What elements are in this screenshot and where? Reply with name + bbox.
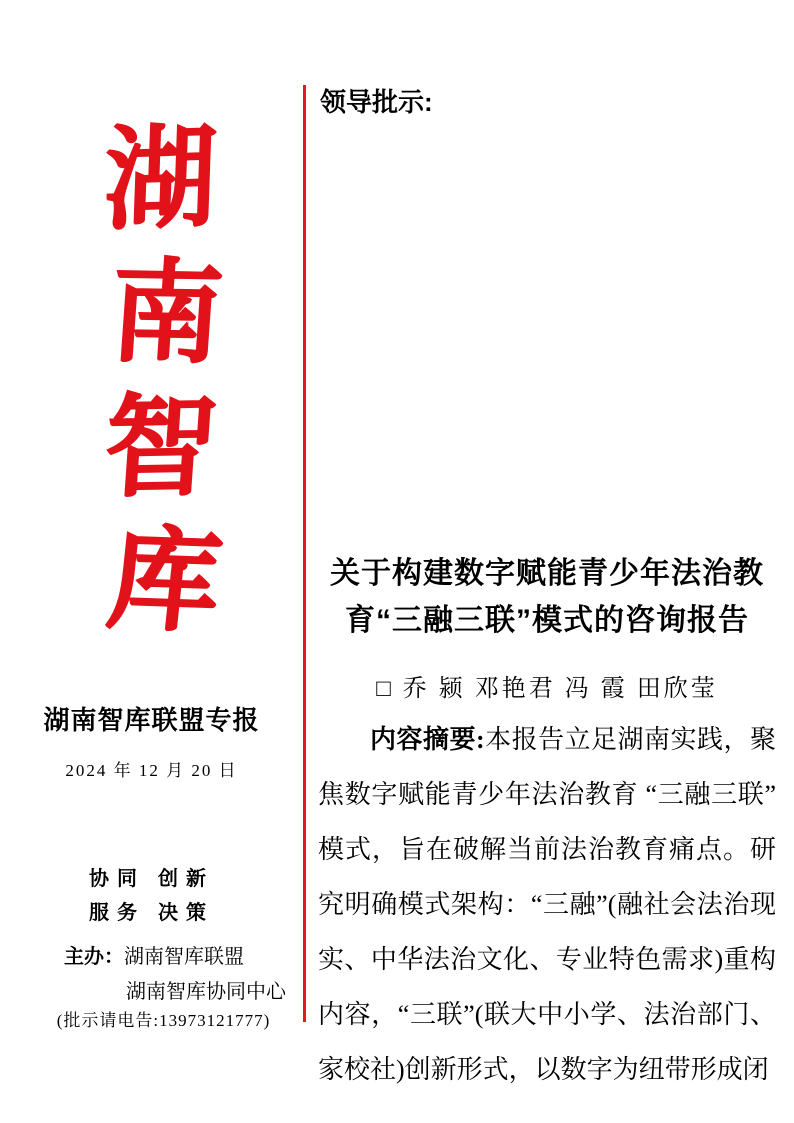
- column-divider-line: [303, 85, 306, 1022]
- report-title-line-2: 育“三融三联”模式的咨询报告: [345, 604, 749, 637]
- content-column: [318, 0, 776, 1123]
- authors-line: □ 乔 颍 邓艳君 冯 霞 田欣莹: [376, 676, 718, 702]
- abstract-label: 内容摘要:: [370, 725, 485, 754]
- calligraphy-char-ku: 库: [101, 513, 227, 649]
- report-title: [318, 550, 776, 644]
- sponsor-block: [64, 940, 303, 1010]
- abstract-text: 本报告立足湖南实践，聚焦数字赋能青少年法治教育 “三融三联” 模式，旨在破解当前法治教育痛点。研究明确模式架构：“三融”(融社会法治现实、中华法治文化、专业特色需求)重构内容，“三联”(联大中小学、法治部门、家校社)创新形式，以数字为纽带形成闭: [318, 725, 776, 1084]
- publication-date: 2024 年 12 月 20 日: [65, 761, 238, 780]
- leader-note-label: 领导批示:: [320, 87, 433, 117]
- calligraphy-char-nan: 南: [105, 246, 227, 380]
- contact-phone-note: (批示请电告:13973121777): [56, 1011, 271, 1030]
- calligraphy-char-zhi: 智: [99, 380, 221, 513]
- sponsor-line-1: [64, 940, 303, 975]
- calligraphy-char-hu: 湖: [101, 111, 219, 246]
- sponsor-org-2: 湖南智库协同中心: [126, 981, 286, 1003]
- publication-name: 湖南智库联盟专报: [43, 705, 260, 735]
- sponsor-label: 主办：: [64, 946, 124, 968]
- brand-calligraphy: [80, 112, 240, 648]
- abstract-paragraph: [318, 712, 776, 1097]
- masthead-column: [0, 0, 303, 1123]
- report-title-line-1: 关于构建数字赋能青少年法治教: [330, 557, 764, 590]
- motto-line-1: 协同 创新: [89, 868, 214, 890]
- sponsor-org-1: 湖南智库联盟: [124, 946, 244, 968]
- motto-line-2: 服务 决策: [89, 902, 214, 924]
